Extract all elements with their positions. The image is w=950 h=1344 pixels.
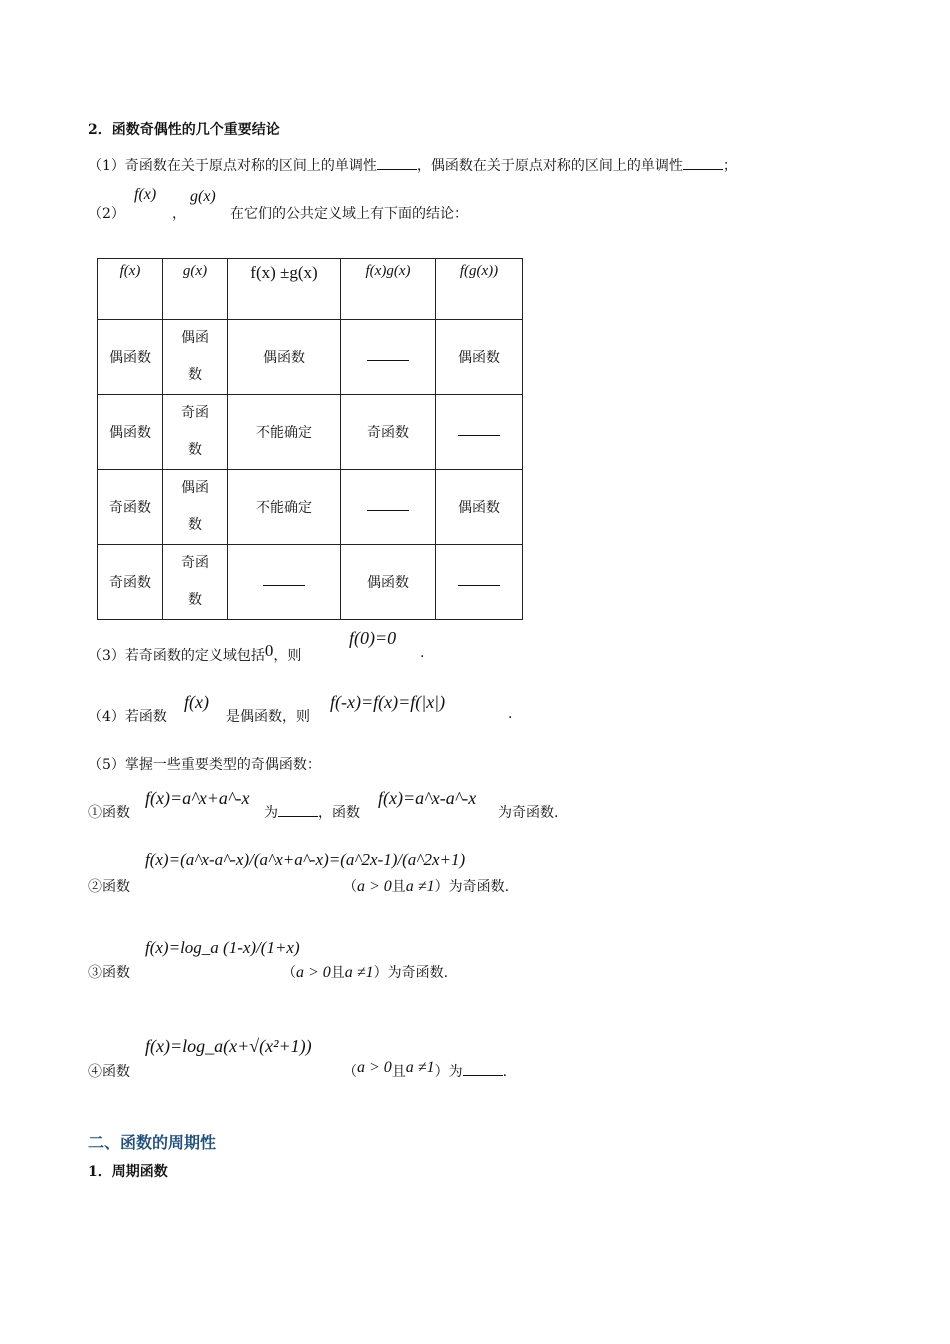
statement-1-middle: ，偶函数在关于原点对称的区间上的单调性 [416, 158, 683, 174]
cond-open: （ [343, 879, 357, 895]
table-cell [341, 320, 436, 395]
cond-a-positive: a > 0 [357, 1059, 392, 1076]
table-header-cell: f(x) [98, 259, 163, 320]
item-1-comma: ，函数 [318, 805, 360, 821]
statement-1-prefix: （1）奇函数在关于原点对称的区间上的单调性 [88, 158, 377, 174]
item-2-suffix: ）为奇函数. [434, 879, 510, 895]
table-cell [163, 470, 228, 545]
formula-exp-ratio: f(x)=(a^x-a^-x)/(a^x+a^-x)=(a^2x-1)/(a^2x+1) [145, 850, 466, 869]
cond-a-positive: a > 0 [357, 878, 392, 895]
table-cell: 偶函数 [436, 470, 523, 545]
formula-f-x: f(x) [134, 186, 157, 203]
formula-f-x: f(x) [184, 692, 209, 712]
answer-blank[interactable] [377, 169, 417, 170]
table-header-cell: f(x)g(x) [341, 259, 436, 320]
answer-blank[interactable] [263, 575, 305, 586]
statement-1 [88, 155, 737, 175]
item-3-suffix: ）为奇函数. [373, 965, 449, 981]
table-row [98, 545, 523, 620]
table-header-cell: g(x) [163, 259, 228, 320]
statement-3 [88, 641, 302, 665]
answer-blank[interactable] [463, 1075, 503, 1076]
table-cell [163, 545, 228, 620]
table-cell: 奇函数 [341, 395, 436, 470]
statement-4-prefix: （4）若函数 [88, 709, 167, 725]
parity-table [97, 258, 523, 620]
statement-3-prefix: （3）若奇函数的定义域包括 [88, 648, 265, 664]
answer-blank[interactable] [278, 816, 318, 817]
cond-a-positive: a > 0 [296, 964, 331, 981]
item-2-label: ②函数 [88, 879, 130, 895]
comma: ， [172, 206, 186, 222]
period: . [508, 706, 513, 722]
table-cell-text: 偶函数 [181, 480, 209, 533]
statement-2-suffix: 在它们的公共定义域上有下面的结论： [230, 206, 468, 222]
item-4-label: ④函数 [88, 1064, 130, 1080]
cond-open: （ [282, 965, 296, 981]
formula-sum-exp: f(x)=a^x+a^-x [145, 788, 250, 808]
formula-diff-exp: f(x)=a^x-a^-x [378, 788, 477, 808]
table-cell: 偶函数 [341, 545, 436, 620]
table-cell [341, 470, 436, 545]
statement-2-prefix: （2） [88, 206, 125, 222]
table-row [98, 395, 523, 470]
item-1-label: ①函数 [88, 805, 130, 821]
table-cell: 偶函数 [436, 320, 523, 395]
item-3-condition [282, 962, 448, 982]
cond-and: 且 [391, 879, 406, 895]
table-cell [436, 545, 523, 620]
formula-g-x: g(x) [190, 188, 216, 205]
table-header-row [98, 259, 523, 320]
table-cell: 奇函数 [98, 470, 163, 545]
table-cell-text: 奇函数 [181, 555, 209, 608]
cond-and: 且 [330, 965, 345, 981]
answer-blank[interactable] [458, 575, 500, 586]
item-3-label: ③函数 [88, 965, 130, 981]
statement-3-mid: ，则 [273, 648, 302, 664]
table-cell: 偶函数 [98, 395, 163, 470]
table-cell [163, 320, 228, 395]
formula-even-property: f(-x)=f(x)=f(|x|) [330, 692, 446, 712]
table-cell: 奇函数 [98, 545, 163, 620]
table-cell [228, 545, 341, 620]
item-1-mid [264, 802, 360, 822]
table-cell [163, 395, 228, 470]
item-1-suffix: 为奇函数. [498, 805, 559, 821]
section-title: 二、函数的周期性 [88, 1133, 217, 1152]
table-header-cell: f(g(x)) [436, 259, 523, 320]
cond-a-not-one: a ≠1 [405, 1059, 435, 1076]
item-4-mid: ）为 [434, 1064, 463, 1080]
table-header-cell: f(x) ±g(x) [228, 259, 341, 320]
sub-heading: 1．周期函数 [88, 1164, 168, 1180]
formula-f0: f(0)=0 [349, 628, 397, 648]
formula-log-ratio: f(x)=log_a (1-x)/(1+x) [145, 938, 300, 957]
statement-4-mid: 是偶函数，则 [226, 709, 310, 725]
section-heading: 2．函数奇偶性的几个重要结论 [88, 122, 280, 138]
item-2-condition [343, 876, 509, 896]
table-cell: 不能确定 [228, 395, 341, 470]
table-cell: 不能确定 [228, 470, 341, 545]
cond-a-not-one: a ≠1 [344, 964, 374, 981]
table-cell [436, 395, 523, 470]
answer-blank[interactable] [458, 425, 500, 436]
answer-blank[interactable] [367, 350, 409, 361]
cond-and: 且 [391, 1064, 406, 1080]
cond-a-not-one: a ≠1 [405, 878, 435, 895]
statement-1-suffix: ； [722, 158, 737, 174]
answer-blank[interactable] [683, 169, 723, 170]
item-4-suffix: . [502, 1064, 508, 1080]
zero-value: 0 [264, 641, 274, 660]
table-row [98, 320, 523, 395]
table-cell: 偶函数 [228, 320, 341, 395]
statement-5: （5）掌握一些重要类型的奇偶函数： [88, 757, 321, 773]
answer-blank[interactable] [367, 500, 409, 511]
period: . [420, 645, 425, 661]
table-row [98, 470, 523, 545]
formula-log-sqrt: f(x)=log_a(x+√(x²+1)) [145, 1036, 312, 1056]
table-cell-text: 偶函数 [181, 330, 209, 383]
item-4-condition [343, 1061, 507, 1081]
table-cell: 偶函数 [98, 320, 163, 395]
item-1-wei: 为 [264, 805, 278, 821]
table-cell-text: 奇函数 [181, 405, 209, 458]
cond-open: （ [343, 1064, 357, 1080]
